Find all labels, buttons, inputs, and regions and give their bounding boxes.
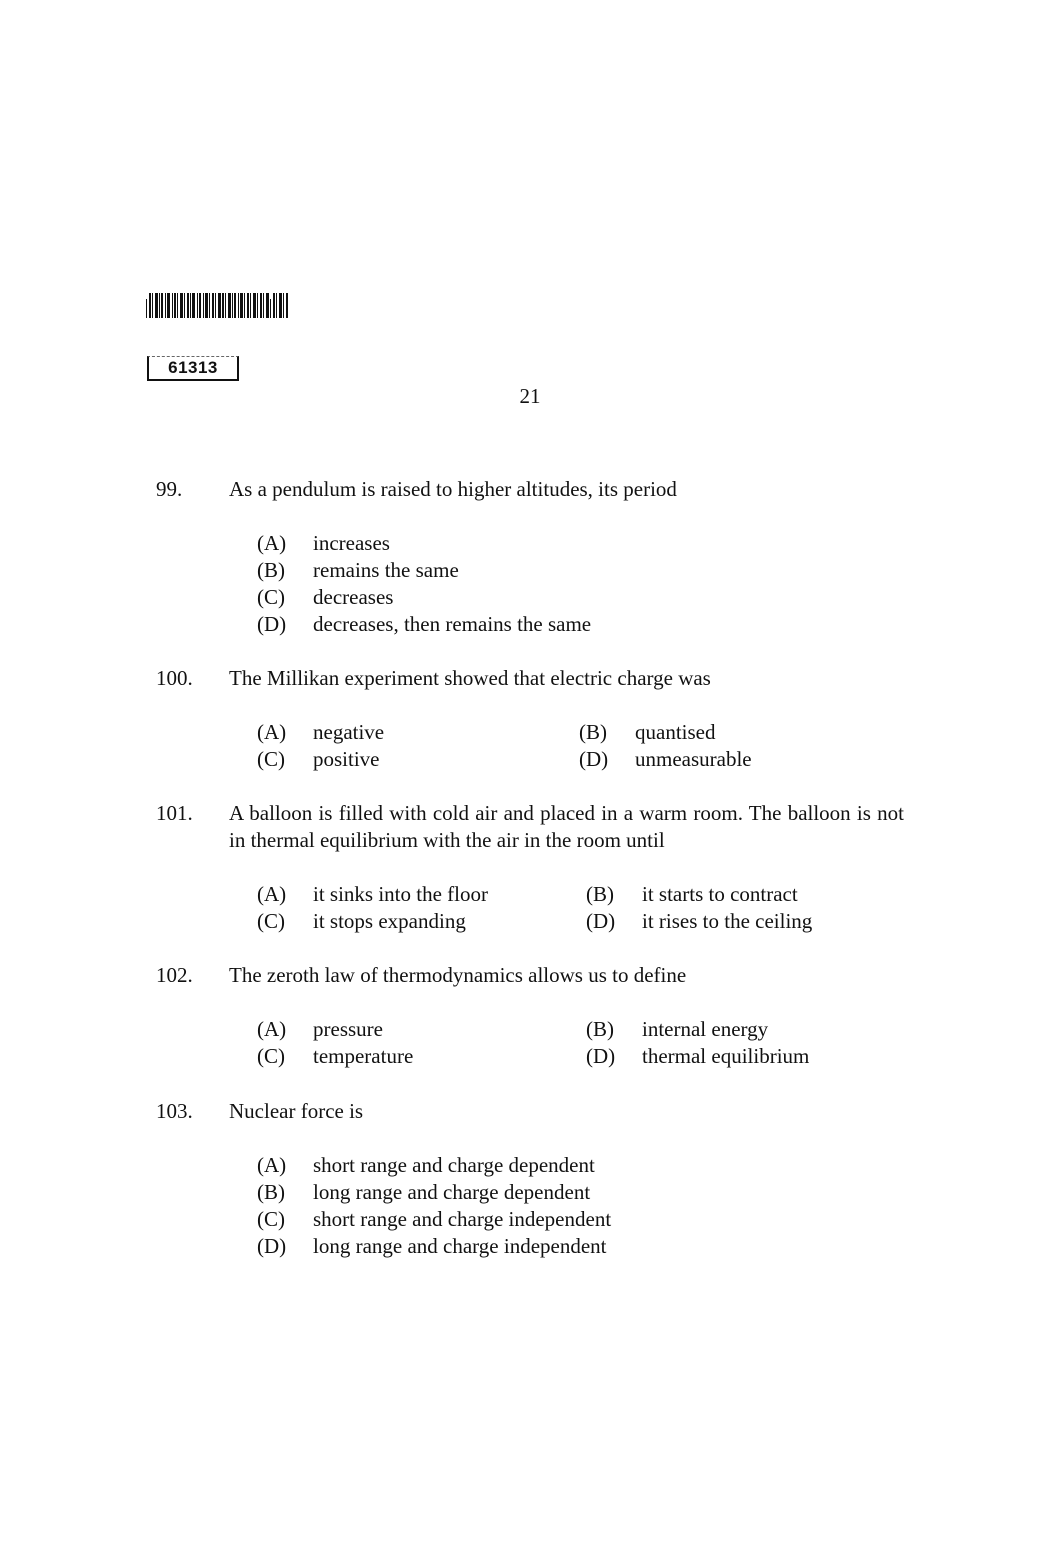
option-label: (D) (586, 1044, 616, 1068)
option-c (257, 746, 380, 773)
option-label: (A) (257, 882, 287, 906)
option-text: short range and charge independent (313, 1207, 612, 1231)
option-label: (C) (257, 585, 285, 609)
option-text: it rises to the ceiling (642, 909, 813, 933)
paper-code-box (147, 356, 239, 381)
option-c (257, 584, 393, 611)
option-c (257, 908, 466, 935)
question-text: The Millikan experiment showed that electric charge was (229, 666, 711, 690)
option-text: negative (313, 720, 385, 744)
question-text: A balloon is filled with cold air and placed in a warm room. The balloon is not in thermal equilibrium with the air in the room until (229, 801, 904, 852)
option-text: long range and charge dependent (313, 1180, 591, 1204)
option-label: (A) (257, 720, 287, 744)
option-text: short range and charge dependent (313, 1153, 595, 1177)
page-number: 21 (519, 384, 541, 408)
option-b (586, 881, 798, 908)
option-a (257, 1152, 595, 1179)
option-a (257, 719, 384, 746)
option-text: it sinks into the floor (313, 882, 488, 906)
option-text: thermal equilibrium (642, 1044, 810, 1068)
option-d (579, 746, 752, 773)
option-c (257, 1206, 611, 1233)
option-b (257, 1179, 590, 1206)
option-label: (B) (257, 1180, 285, 1204)
option-label: (B) (586, 882, 614, 906)
option-text: remains the same (313, 558, 459, 582)
option-label: (B) (579, 720, 607, 744)
option-label: (D) (586, 909, 616, 933)
option-d (257, 1233, 607, 1260)
question-number: 99. (156, 477, 183, 501)
question-text: Nuclear force is (229, 1099, 364, 1123)
option-text: unmeasurable (635, 747, 752, 771)
option-b (257, 557, 459, 584)
option-text: temperature (313, 1044, 414, 1068)
option-label: (C) (257, 747, 285, 771)
question-text: The zeroth law of thermodynamics allows us to define (229, 963, 687, 987)
option-label: (C) (257, 1044, 285, 1068)
option-text: it starts to contract (642, 882, 798, 906)
option-a (257, 530, 390, 557)
question-number: 100. (156, 666, 193, 690)
option-text: decreases, then remains the same (313, 612, 592, 636)
option-label: (D) (579, 747, 609, 771)
option-label: (D) (257, 612, 287, 636)
option-text: positive (313, 747, 380, 771)
option-text: decreases (313, 585, 394, 609)
question-number: 101. (156, 801, 193, 825)
option-label: (A) (257, 531, 287, 555)
option-b (586, 1016, 768, 1043)
option-c (257, 1043, 413, 1070)
option-label: (A) (257, 1017, 287, 1041)
option-text: pressure (313, 1017, 383, 1041)
paper-code: 61313 (168, 358, 218, 377)
option-a (257, 881, 488, 908)
option-label: (C) (257, 909, 285, 933)
option-d (586, 1043, 809, 1070)
question-text: As a pendulum is raised to higher altitudes, its period (229, 477, 677, 501)
option-label: (A) (257, 1153, 287, 1177)
option-text: long range and charge independent (313, 1234, 607, 1258)
option-text: internal energy (642, 1017, 769, 1041)
option-text: quantised (635, 720, 716, 744)
question-number: 103. (156, 1099, 193, 1123)
option-b (579, 719, 715, 746)
option-a (257, 1016, 383, 1043)
option-d (257, 611, 591, 638)
question-number: 102. (156, 963, 193, 987)
option-label: (C) (257, 1207, 285, 1231)
option-text: it stops expanding (313, 909, 466, 933)
option-d (586, 908, 812, 935)
option-label: (D) (257, 1234, 287, 1258)
option-label: (B) (257, 558, 285, 582)
barcode (146, 293, 288, 318)
option-label: (B) (586, 1017, 614, 1041)
option-text: increases (313, 531, 390, 555)
